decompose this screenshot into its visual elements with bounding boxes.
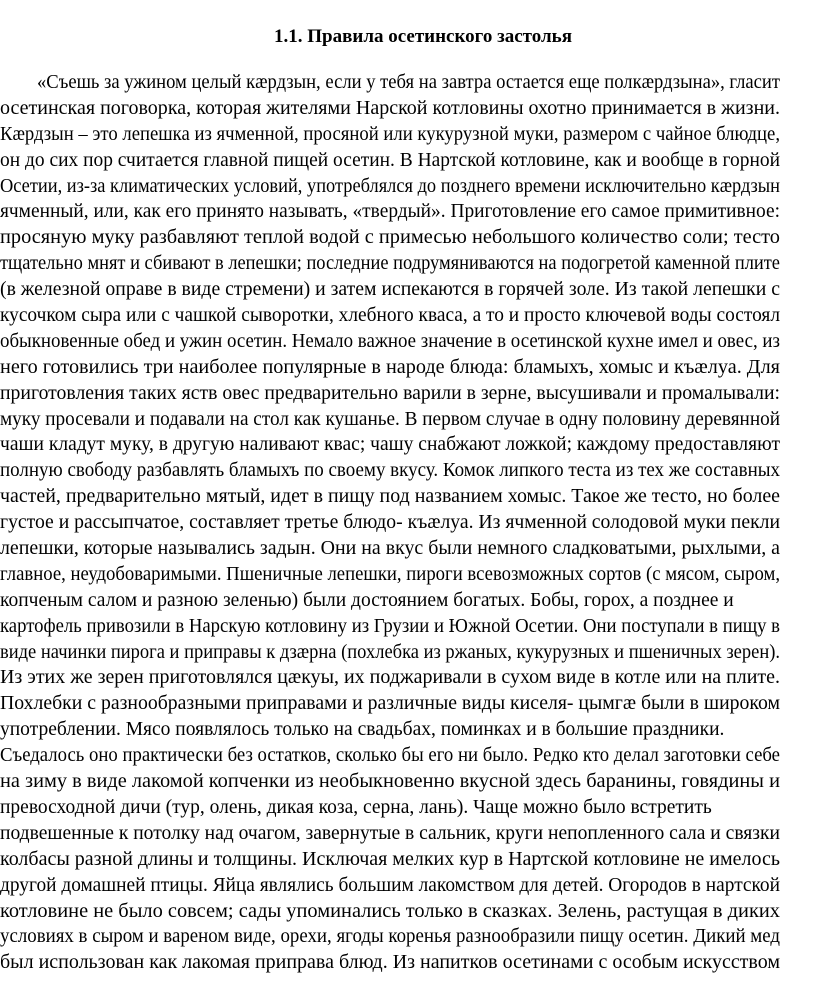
text-line: кусочком сыра или с чашкой сыворотки, хлебного кваса, а то и просто ключевой воды состоял <box>0 305 780 327</box>
text-line: просяную муку разбавляют теплой водой с примесью небольшого количество соли; тесто <box>0 227 781 249</box>
text-line: он до сих пор считается главной пищей осетин. В Нартской котловине, как и вообще в горной <box>0 149 780 171</box>
text-line: был использован как лакомая приправа блюд. Из напитков осетинами с особым искусством <box>0 952 780 974</box>
text-line: обыкновенные обед и ужин осетин. Немало важное значение в осетинской кухне имел и овес, из <box>0 330 780 352</box>
text-line: Похлебки с разнообразными приправами и различные виды киселя- цымгæ были в широком <box>0 693 780 715</box>
text-line: лепешки, которые назывались задын. Они на вкус были немного сладковатыми, рыхлыми, а <box>0 538 780 560</box>
text-line: осетинская поговорка, которая жителями Нарской котловины охотно принимается в жизни. <box>0 97 780 119</box>
text-line: него готовились три наиболее популярные в народе блюда: бламыхъ, хомыс и къæлуа. Для <box>0 356 780 378</box>
text-line: чаши кладут муку, в другую наливают квас; чашу снабжают ложкой; каждому предоставляют <box>0 434 781 456</box>
text-line: частей, предварительно мятый, идет в пищу под названием хомыс. Такое же тесто, но более <box>0 486 780 508</box>
text-line: котловине не было совсем; сады упоминались только в сказках. Зелень, растущая в диких <box>0 900 780 922</box>
text-line: ячменный, или, как его принято называть, «твердый». Приготовление его самое примитивное: <box>0 201 780 223</box>
text-line: превосходной дичи (тур, олень, дикая коза, серна, лань). Чаще можно было встретить <box>0 796 712 818</box>
text-line: Из этих же зерен приготовлялся цæкуы, их поджаривали в сухом виде в котле или на плите. <box>0 667 780 689</box>
text-line: употреблении. Мясо появлялось только на свадьбах, поминках и в большие праздники. <box>0 719 725 741</box>
text-line: колбасы разной длины и толщины. Исключая мелких кур в Нартской котловине не имелось <box>0 848 780 870</box>
text-line: Съедалось оно практически без остатков, сколько бы его ни было. Редко кто делал заготовки себе <box>0 745 780 767</box>
text-line: полную свободу разбавлять бламыхъ по своему вкусу. Комок липкого теста из тех же составных <box>0 460 780 482</box>
text-line: муку просевали и подавали на стол как кушанье. В первом случае в одну половину деревянной <box>0 408 780 430</box>
text-line: приготовления таких яств овес предварительно варили в зерне, высушивали и промалывали: <box>0 382 780 404</box>
text-line: (в железной оправе в виде стремени) и затем испекаются в горячей золе. Из такой лепешки с <box>0 279 780 301</box>
text-line: другой домашней птицы. Яйца являлись большим лакомством для детей. Огородов в нартской <box>0 874 780 896</box>
document-body <box>0 70 816 976</box>
text-line: на зиму в виде лакомой копченки из необыкновенно вкусной здесь баранины, говядины и <box>0 771 781 793</box>
text-line: густое и рассыпчатое, составляет третье блюдо- къæлуа. Из ячменной солодовой муки пекли <box>0 512 780 534</box>
text-line: условиях в сыром и вареном виде, орехи, ягоды коренья разнообразили пищу осетин. Дикий мед <box>0 926 780 948</box>
text-line: картофель привозили в Нарскую котловину из Грузии и Южной Осетии. Они поступали в пищу в <box>0 615 780 637</box>
document-title: 1.1. Правила осетинского застолья <box>274 26 572 47</box>
text-line: виде начинки пирога и приправы к дзæрна (похлебка из ржаных, кукурузных и пшеничных зерен). <box>0 641 780 663</box>
text-line: Осетии, из-за климатических условий, употреблялся до позднего времени исключительно кæрдзын <box>0 175 780 197</box>
text-line: тщательно мнят и сбивают в лепешки; последние подрумяниваются на подогретой каменной плите <box>0 253 780 275</box>
text-line: копченым салом и разною зеленью) были достоянием богатых. Бобы, горох, а позднее и <box>0 589 734 611</box>
text-line: подвешенные к потолку над очагом, завернутые в сальник, круги непопленного сала и связки <box>0 822 780 844</box>
text-line: «Съешь за ужином целый кæрдзын, если у тебя на завтра остается еще полкæрдзына», гласит <box>37 72 780 93</box>
text-line: Кæрдзын – это лепешка из ячменной, просяной или кукурузной муки, размером с чайное блюдце, <box>0 123 780 145</box>
text-line: главное, неудобоваримыми. Пшеничные лепешки, пироги всевозможных сортов (с мясом, сыром, <box>0 563 780 585</box>
